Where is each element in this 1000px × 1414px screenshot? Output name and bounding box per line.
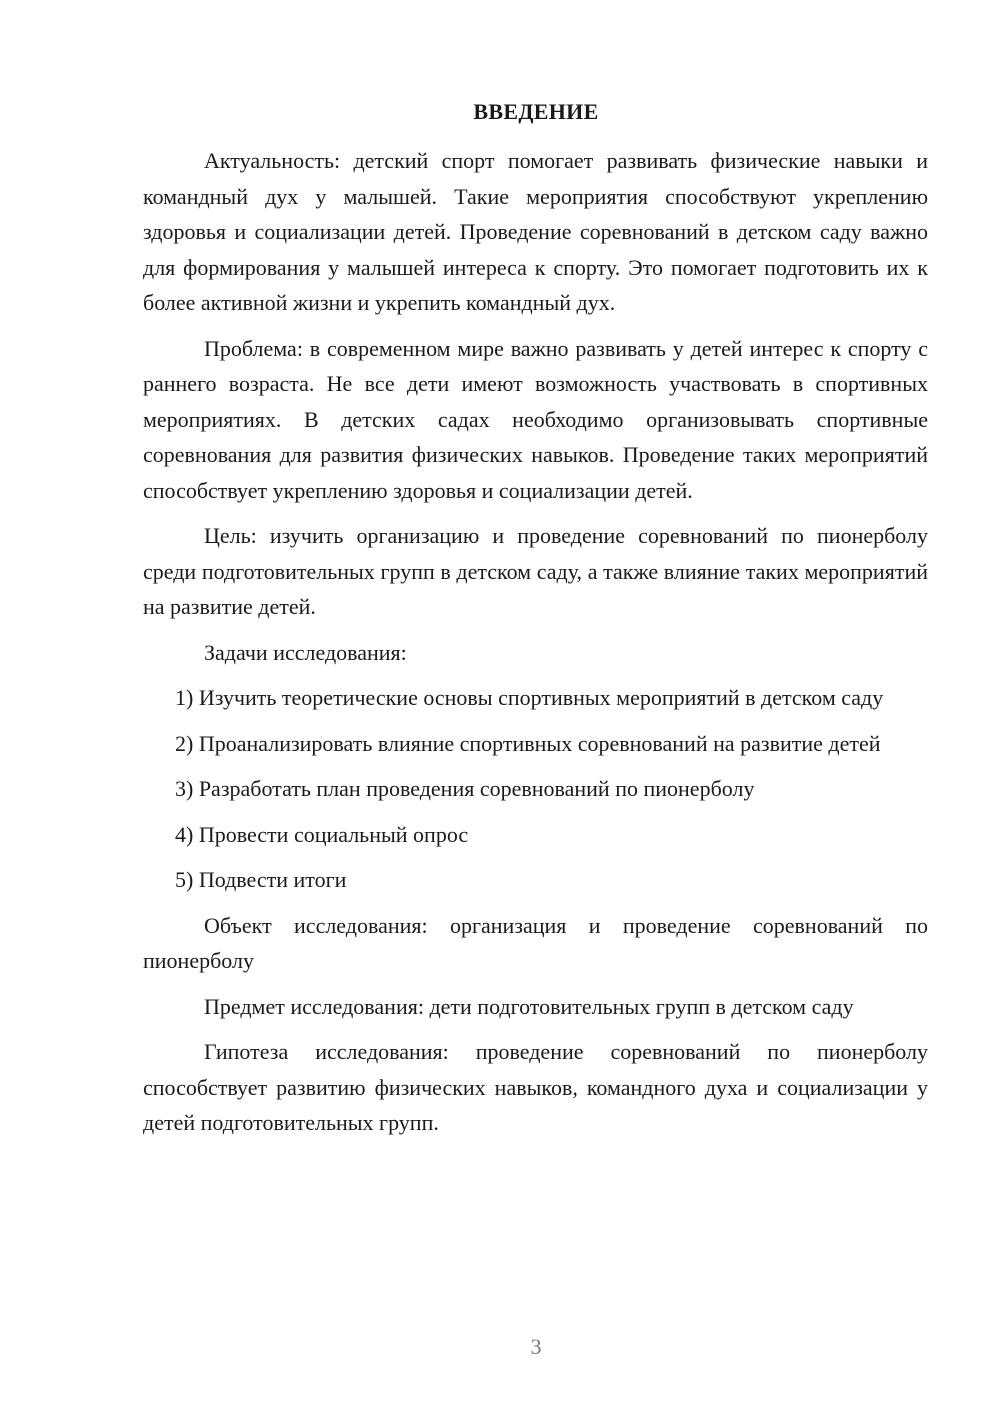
task-item-2: 2) Проанализировать влияние спортивных соревнований на развитие детей: [175, 730, 881, 756]
paragraph-object: Объект исследования: организация и проведение соревнований по пионерболу: [143, 912, 928, 973]
tasks-heading: Задачи исследования:: [204, 639, 407, 665]
task-item-4: 4) Провести социальный опрос: [175, 821, 469, 847]
paragraph-subject: Предмет исследования: дети подготовительных групп в детском саду: [204, 993, 854, 1019]
paragraph-problem: Проблема: в современном мире важно развивать у детей интерес к спорту с раннего возраста. Не все дети имеют возможность участвовать в спортивных мероприятиях. В детских садах необходимо организовывать спортивные соревнования для развития физических навыков. Проведение таких мероприятий способствует укреплению здоровья и социализации детей.: [143, 335, 928, 503]
task-item-3: 3) Разработать план проведения соревнований по пионерболу: [175, 776, 755, 801]
page-number: 3: [530, 1334, 542, 1359]
paragraph-relevance: Актуальность: детский спорт помогает развивать физические навыки и командный дух у малышей. Такие мероприятия способствуют укреплению здоровья и социализации детей. Проведение соревнований в детском саду важно для формирования у малышей интереса к спорту. Это помогает подготовить их к более активной жизни и укрепить командный дух.: [143, 148, 928, 315]
paragraph-goal: Цель: изучить организацию и проведение соревнований по пионерболу среди подготовительных групп в детском саду, а также влияние таких мероприятий на развитие детей.: [143, 523, 928, 619]
paragraph-hypothesis: Гипотеза исследования: проведение соревнований по пионерболу способствует развитию физических навыков, командного духа и социализации у детей подготовительных групп.: [143, 1039, 928, 1135]
page-body: [143, 143, 928, 1151]
page-title: ВВЕДЕНИЕ: [473, 99, 599, 124]
task-item-1: 1) Изучить теоретические основы спортивных мероприятий в детском саду: [175, 685, 884, 710]
task-item-5: 5) Подвести итоги: [175, 867, 347, 892]
